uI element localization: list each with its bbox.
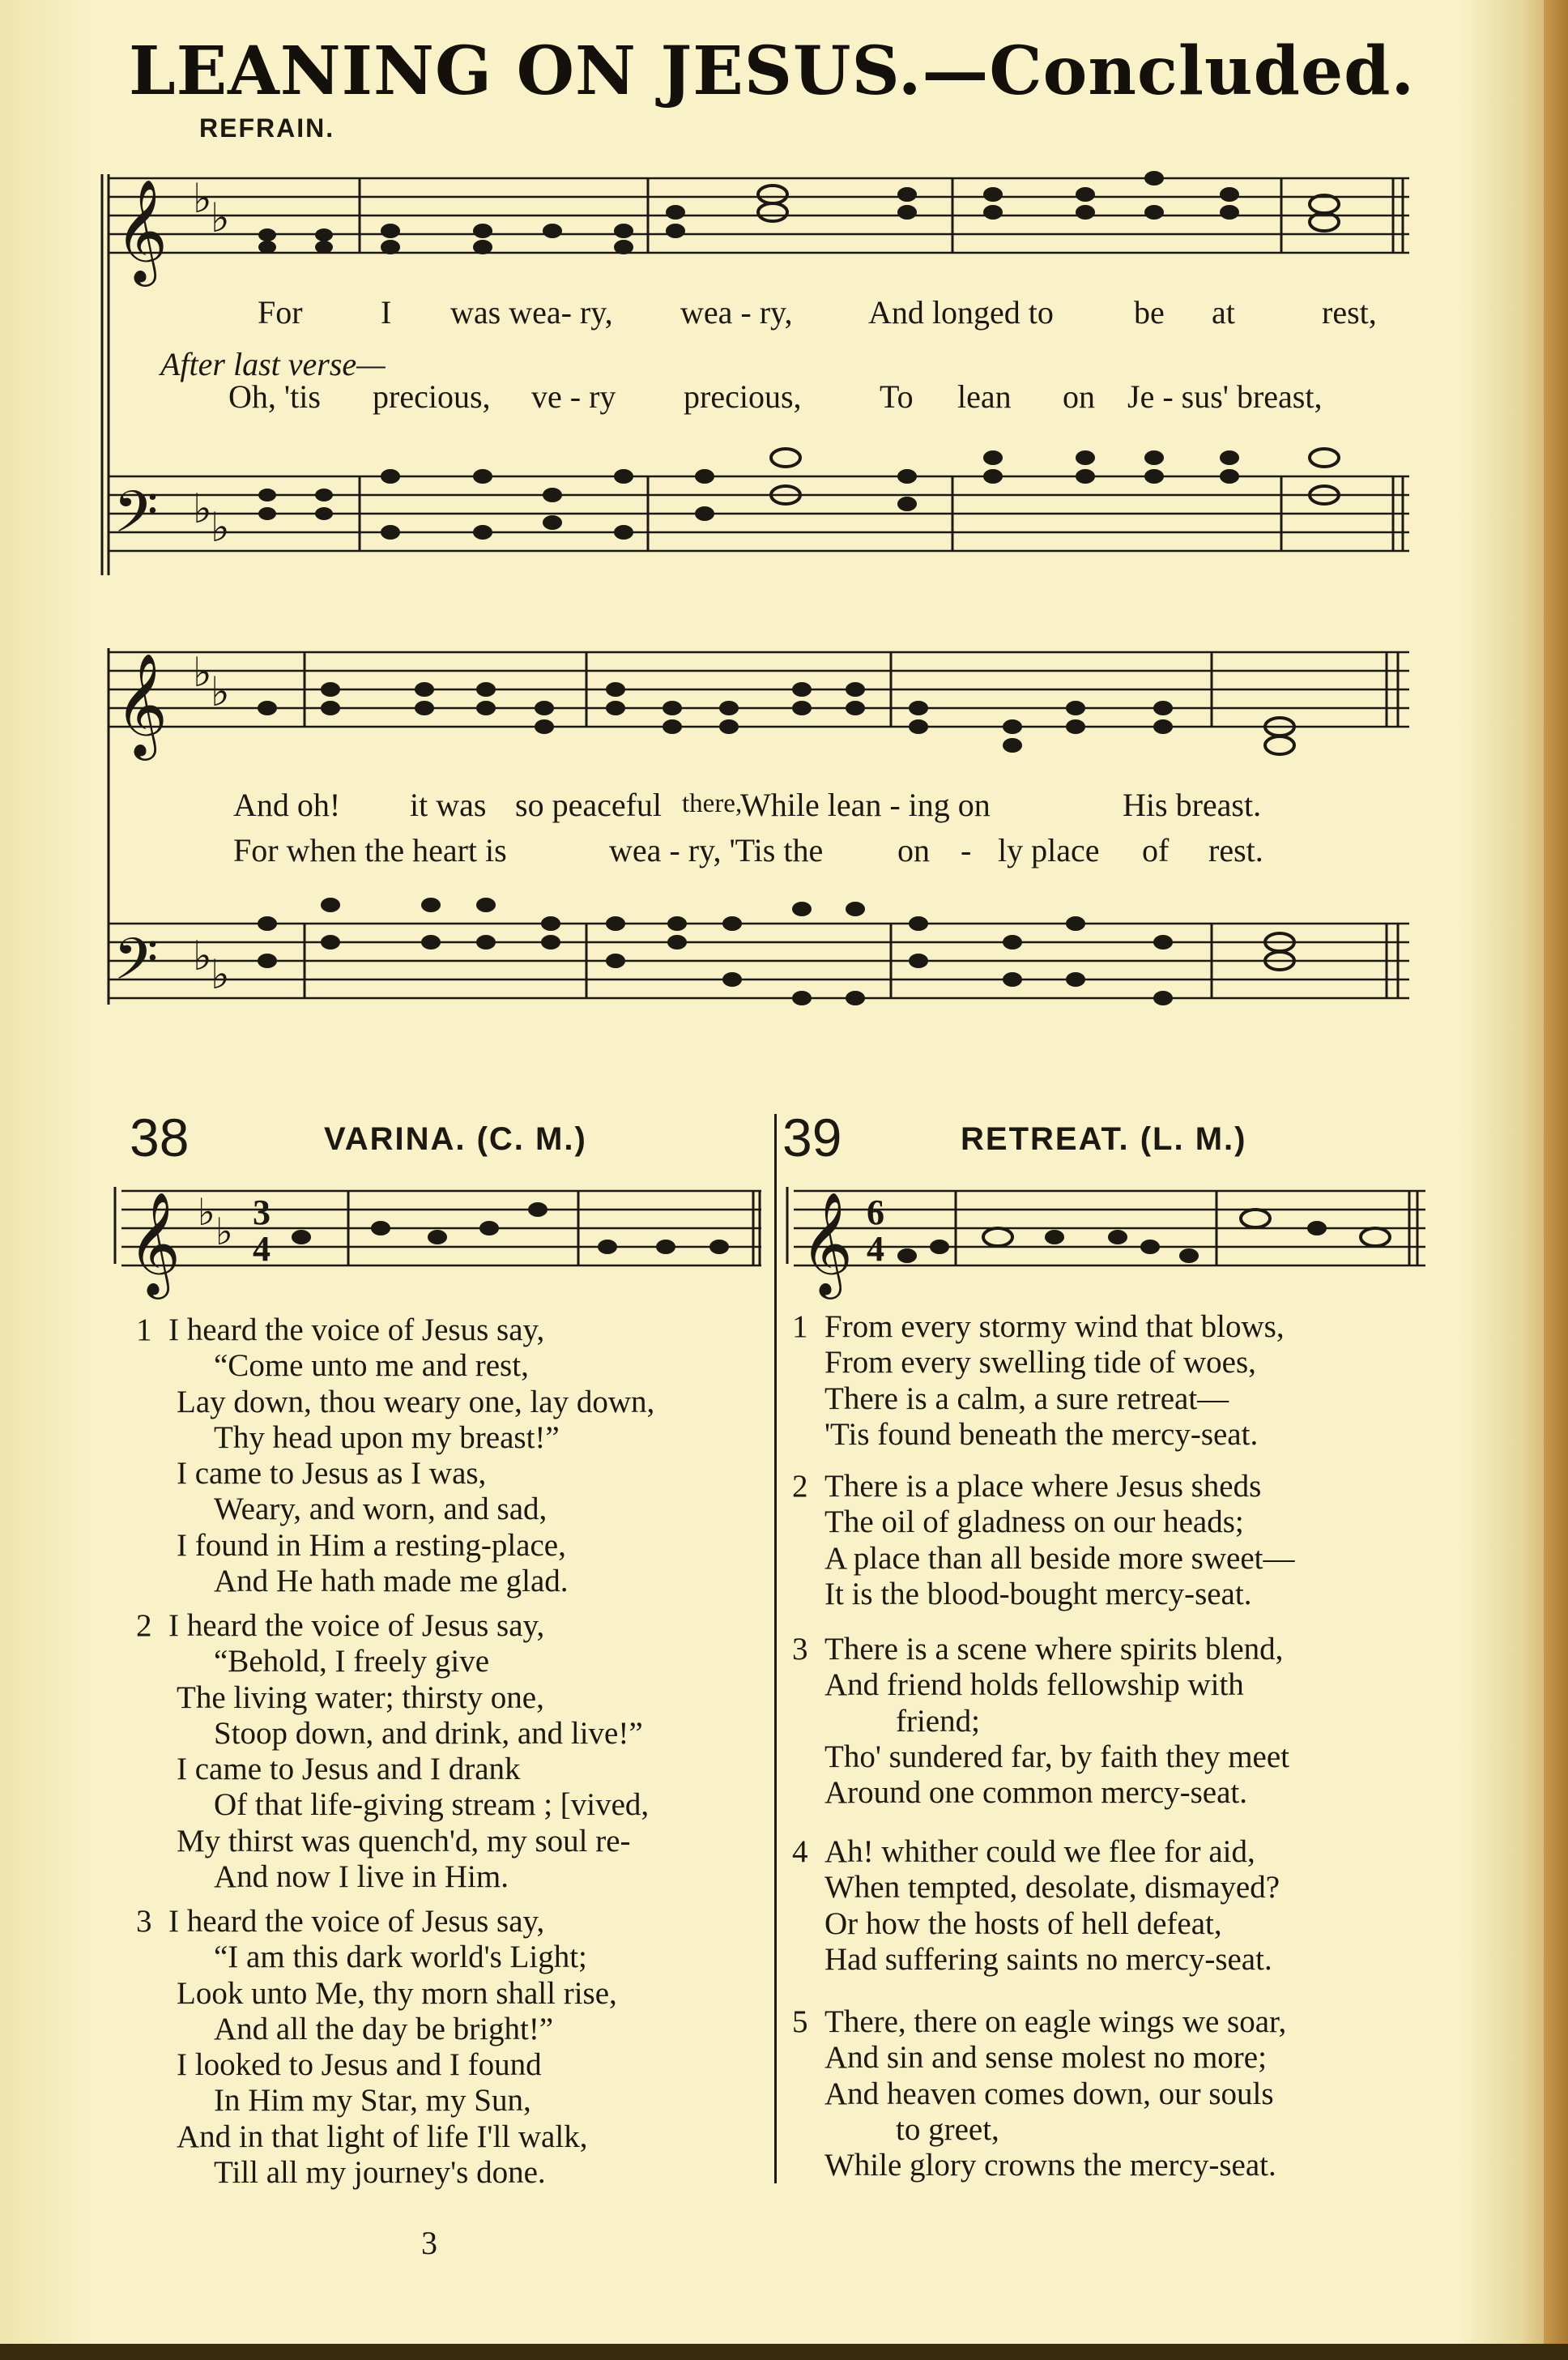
stanza-number: 2: [136, 1608, 152, 1643]
treble-notes: [258, 171, 1339, 254]
lyric: it was: [410, 787, 487, 823]
svg-text:♭: ♭: [215, 1210, 233, 1253]
lyric: there,: [682, 789, 743, 818]
flat-icon: ♭: [193, 649, 212, 696]
treble-clef-icon: 𝄞: [115, 178, 168, 282]
lyric: on: [1063, 378, 1095, 415]
lyric: To: [880, 378, 914, 415]
lyric: -: [961, 832, 972, 868]
stanza-number: 1: [792, 1309, 808, 1344]
lyric: on: [897, 832, 930, 868]
stanza-number: 3: [136, 1904, 152, 1939]
lyric: While lean - ing on: [740, 787, 991, 823]
svg-text:♭: ♭: [198, 1190, 215, 1234]
lyric: For: [258, 294, 303, 331]
lyric: precious,: [373, 378, 491, 415]
stanza: 1 I heard the voice of Jesus say, “Come unto me and rest, Lay down, thou weary one, lay down, Thy head upon my breast!” I came to Jesus as I was, Weary, and worn, and sad, I found in Him a resting-place, And He hath made me glad.: [136, 1312, 655, 1599]
lyric: at: [1212, 294, 1235, 331]
treble-notes-2: [258, 682, 1294, 754]
hymn-title: RETREAT. (L. M.): [961, 1121, 1247, 1157]
lyric: lean: [957, 378, 1012, 415]
flat-icon: ♭: [211, 668, 230, 715]
lyric: be: [1134, 294, 1165, 331]
lyric: And oh!: [233, 787, 341, 823]
lyric: Je - sus' breast,: [1127, 378, 1323, 415]
svg-text:6: 6: [867, 1193, 884, 1232]
flat-icon: ♭: [193, 932, 212, 979]
flat-icon: ♭: [211, 194, 230, 241]
lyric: precious,: [684, 378, 802, 415]
hymn-number: 38: [130, 1107, 190, 1167]
stanza-number: 5: [792, 2004, 808, 2039]
lyric: so peaceful: [515, 787, 663, 823]
svg-text:𝄞: 𝄞: [128, 1191, 181, 1295]
page-number: 3: [421, 2225, 437, 2261]
lyric: rest.: [1208, 832, 1263, 868]
treble-clef-icon: 𝄞: [115, 652, 168, 756]
bass-staff-lines: [109, 476, 1409, 551]
bass-clef-icon: 𝄢: [113, 926, 159, 1007]
lyric: For when the heart is: [233, 832, 507, 868]
lyric: wea - ry, 'Tis the: [609, 832, 824, 868]
after-last-verse-label: After last verse—: [160, 346, 386, 382]
stanza-number: 2: [792, 1469, 808, 1504]
lyric: His breast.: [1123, 787, 1262, 823]
stanza: 5 There, there on eagle wings we soar, And sin and sense molest no more; And heaven comes down, our souls to greet, While glory crowns the mercy-seat.: [792, 2004, 1287, 2183]
stanza: 2 I heard the voice of Jesus say, “Behold, I freely give The living water; thirsty one, Stoop down, and drink, and live!” I came to Jesus and I drank Of that life-giving stream ; [vived, My thirst was quench'd, my soul re- And now I live in Him.: [136, 1608, 650, 1895]
stanza-number: 3: [792, 1632, 808, 1667]
refrain-label: REFRAIN.: [199, 113, 335, 143]
bass-clef-icon: 𝄢: [113, 479, 159, 560]
lyric: ly place: [998, 832, 1100, 868]
hymn-number: 39: [782, 1107, 842, 1167]
stanza: 4 Ah! whither could we flee for aid, When tempted, desolate, dismayed? Or how the hosts of hell defeat, Had suffering saints no mercy-seat.: [792, 1834, 1280, 1977]
lyric: of: [1142, 832, 1170, 868]
stanza: 3 There is a scene where spirits blend, And friend holds fellowship with friend; Tho' sundered far, by faith they meet Around one common mercy-seat.: [792, 1632, 1290, 1811]
svg-text:4: 4: [867, 1229, 884, 1269]
lyric: wea - ry,: [680, 294, 793, 331]
flat-icon: ♭: [211, 504, 230, 551]
lyric: Oh, 'tis: [228, 378, 321, 415]
stanza-number: 1: [136, 1312, 152, 1347]
stanza-number: 4: [792, 1834, 808, 1869]
column-divider: [774, 1114, 777, 2183]
flat-icon: ♭: [193, 175, 212, 222]
bottom-edge: [0, 2344, 1568, 2360]
bass-notes-2: [258, 898, 1294, 1005]
flat-icon: ♭: [211, 951, 230, 998]
flat-icon: ♭: [193, 485, 212, 532]
stanza: 3 I heard the voice of Jesus say, “I am this dark world's Light; Look unto Me, thy morn shall rise, And all the day be bright!” I looked to Jesus and I found In Him my Star, my Sun, And in that light of life I'll walk, Till all my journey's done.: [136, 1904, 617, 2191]
hymn-title: VARINA. (C. M.): [324, 1121, 587, 1157]
stanza: 1 From every stormy wind that blows, From every swelling tide of woes, There is a calm, a sure retreat— 'Tis found beneath the mercy-seat.: [792, 1309, 1285, 1452]
svg-text:𝄞: 𝄞: [800, 1191, 854, 1295]
lyric: was wea- ry,: [450, 294, 613, 331]
lyric: rest,: [1322, 294, 1377, 331]
lyric: ve - ry: [531, 378, 616, 415]
page-title: LEANING ON JESUS.—Concluded.: [128, 32, 1416, 110]
svg-text:3: 3: [253, 1193, 271, 1232]
svg-text:4: 4: [253, 1229, 271, 1269]
lyric: I: [381, 294, 392, 331]
lyric: And longed to: [868, 294, 1054, 331]
stanza: 2 There is a place where Jesus sheds The oil of gladness on our heads; A place than all beside more sweet— It is the blood-bought mercy-seat.: [792, 1469, 1295, 1611]
